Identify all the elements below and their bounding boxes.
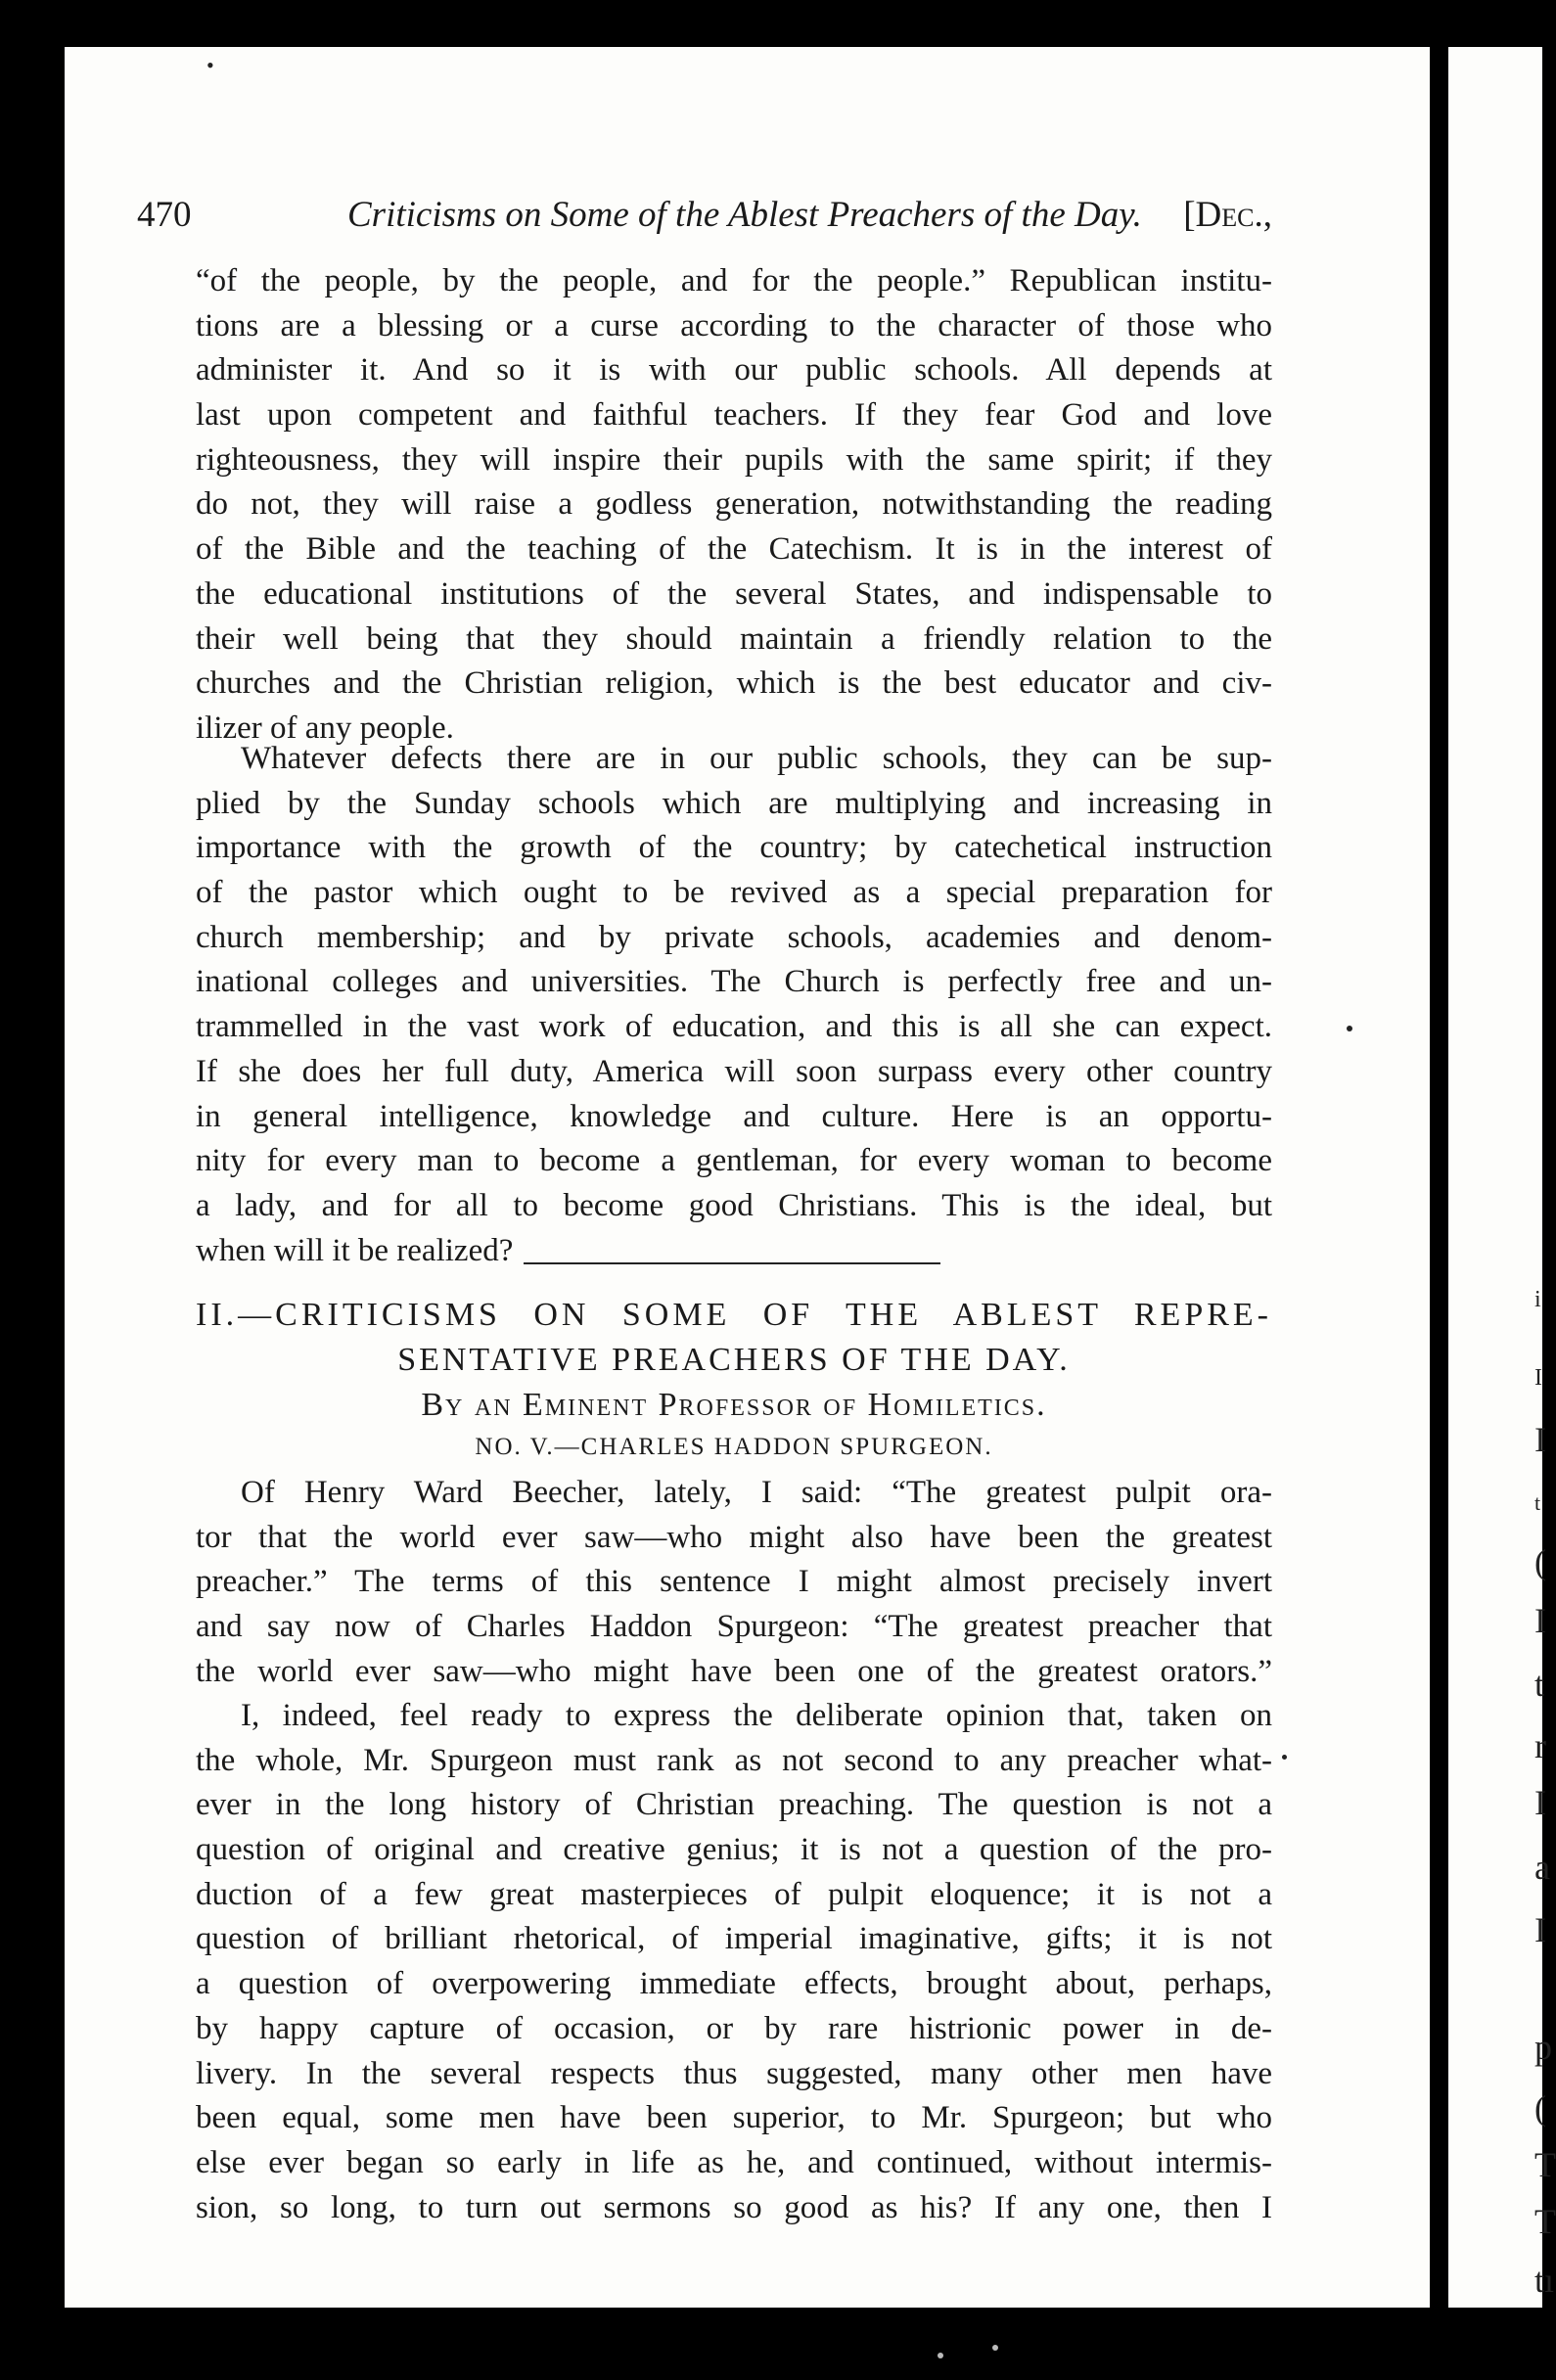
text-line: been equal, some men have been superior, to Mr. Spurgeon; but who (196, 2100, 1272, 2136)
edge-fragment: t (1534, 1490, 1541, 1515)
running-title: Criticisms on Some of the Ablest Preachers of the Day. (347, 195, 1142, 235)
adjacent-page-edge (1448, 47, 1556, 2308)
byline: By an Eminent Professor of Homiletics. (421, 1387, 1047, 1423)
edge-fragment: I (1534, 1783, 1546, 1822)
text-line: question of original and creative genius; it is not a question of the pro- (196, 1832, 1272, 1868)
edge-fragment: ( (1534, 1542, 1546, 1581)
section-paragraph-1 (196, 1471, 1272, 1694)
text-line: tor that the world ever saw—who might also have been the greatest (196, 1519, 1272, 1555)
text-line: of the Bible and the teaching of the Catechism. It is in the interest of (196, 531, 1272, 568)
subheading: NO. V.—CHARLES HADDON SPURGEON. (475, 1434, 993, 1460)
edge-fragment: t (1534, 1665, 1545, 1704)
text-line: Whatever defects there are in our public schools, they can be sup- (241, 741, 1272, 776)
text-line: plied by the Sunday schools which are multiplying and increasing in (196, 785, 1272, 821)
text-line: sion, so long, to turn out sermons so good as his? If any one, then I (196, 2189, 1272, 2225)
text-line: ever in the long history of Christian preaching. The question is not a (196, 1787, 1272, 1823)
text-line: do not, they will raise a godless generation, notwithstanding the reading (196, 486, 1272, 523)
edge-fragment: r (1534, 1726, 1546, 1765)
scan-speck (1282, 1755, 1287, 1760)
text-line: Of Henry Ward Beecher, lately, I said: “The greatest pulpit ora- (241, 1475, 1272, 1510)
text-line: by happy capture of occasion, or by rare histrionic power in de- (196, 2010, 1272, 2046)
text-line: a lady, and for all to become good Christians. This is the ideal, but (196, 1187, 1272, 1223)
section-divider (524, 1262, 940, 1264)
edge-fragment: T (1534, 2202, 1556, 2241)
text-line: trammelled in the vast work of education, and this is all she can expect. (196, 1009, 1272, 1045)
running-head (137, 186, 1272, 245)
edge-fragment: p (1534, 2028, 1552, 2067)
running-date: [Dec., (1183, 195, 1272, 235)
text-line: else ever began so early in life as he, and continued, without intermis- (196, 2144, 1272, 2180)
paragraph-2 (196, 737, 1272, 1273)
text-line: righteousness, they will inspire their pupils with the same spirit; if they (196, 441, 1272, 478)
edge-fragment: i (1534, 1287, 1541, 1312)
text-line: administer it. And so it is with our public schools. All depends at (196, 352, 1272, 389)
text-line: livery. In the several respects thus suggested, many other men have (196, 2055, 1272, 2091)
top-margin-mark: • (206, 53, 214, 77)
text-line: question of brilliant rhetorical, of imperial imaginative, gifts; it is not (196, 1921, 1272, 1957)
text-line: church membership; and by private schools, academies and denom- (196, 919, 1272, 955)
text-line: their well being that they should maintain a friendly relation to the (196, 620, 1272, 657)
text-line: of the pastor which ought to be revived as a special preparation for (196, 875, 1272, 911)
edge-fragment: tı (1534, 2261, 1555, 2300)
edge-fragment: a (1534, 1848, 1550, 1887)
text-line: nity for every man to become a gentleman, for every woman to become (196, 1143, 1272, 1179)
text-line: importance with the growth of the country; by catechetical instruction (196, 830, 1272, 866)
section-heading-line-2: SENTATIVE PREACHERS OF THE DAY. (397, 1342, 1071, 1378)
scan-speck (992, 2345, 998, 2351)
edge-fragment: ( (1534, 2088, 1546, 2128)
text-line: I, indeed, feel ready to express the deliberate opinion that, taken on (241, 1698, 1272, 1733)
text-line: churches and the Christian religion, which is the best educator and civ- (196, 665, 1272, 702)
text-line: ilizer of any people. (196, 709, 454, 746)
text-line: in general intelligence, knowledge and culture. Here is an opportu- (196, 1098, 1272, 1134)
text-line: the world ever saw—who might have been one of the greatest orators.” (196, 1653, 1272, 1689)
text-line: If she does her full duty, America will soon surpass every other country (196, 1053, 1272, 1089)
text-line: the whole, Mr. Spurgeon must rank as not second to any preacher what- (196, 1742, 1272, 1778)
page-number: 470 (137, 195, 192, 235)
text-line: duction of a few great masterpieces of pulpit eloquence; it is not a (196, 1876, 1272, 1912)
section-heading-line-1: II.—CRITICISMS ON SOME OF THE ABLEST REPRE- (196, 1297, 1272, 1333)
edge-fragment: T (1534, 2145, 1556, 2184)
scan-speck (938, 2353, 943, 2358)
text-line: last upon competent and faithful teachers. If they fear God and love (196, 397, 1272, 434)
edge-fragment: I (1534, 1601, 1546, 1640)
edge-fragment: I (1534, 1420, 1546, 1459)
edge-fragment: I (1534, 1910, 1546, 1949)
text-line: “of the people, by the people, and for the people.” Republican institu- (196, 263, 1272, 298)
text-line: inational colleges and universities. The Church is perfectly free and un- (196, 964, 1272, 1000)
text-line: the educational institutions of the several States, and indispensable to (196, 575, 1272, 612)
paragraph-1 (196, 259, 1272, 752)
text-line: a question of overpowering immediate effects, brought about, perhaps, (196, 1966, 1272, 2002)
text-line: when will it be realized? (196, 1232, 514, 1268)
text-line: tions are a blessing or a curse according to the character of those who (196, 307, 1272, 343)
scan-speck (1347, 1026, 1352, 1031)
text-line: and say now of Charles Haddon Spurgeon: “The greatest preacher that (196, 1609, 1272, 1645)
section-paragraph-2 (196, 1694, 1272, 2230)
edge-fragment: I (1534, 1365, 1542, 1391)
text-line: preacher.” The terms of this sentence I might almost precisely invert (196, 1564, 1272, 1600)
